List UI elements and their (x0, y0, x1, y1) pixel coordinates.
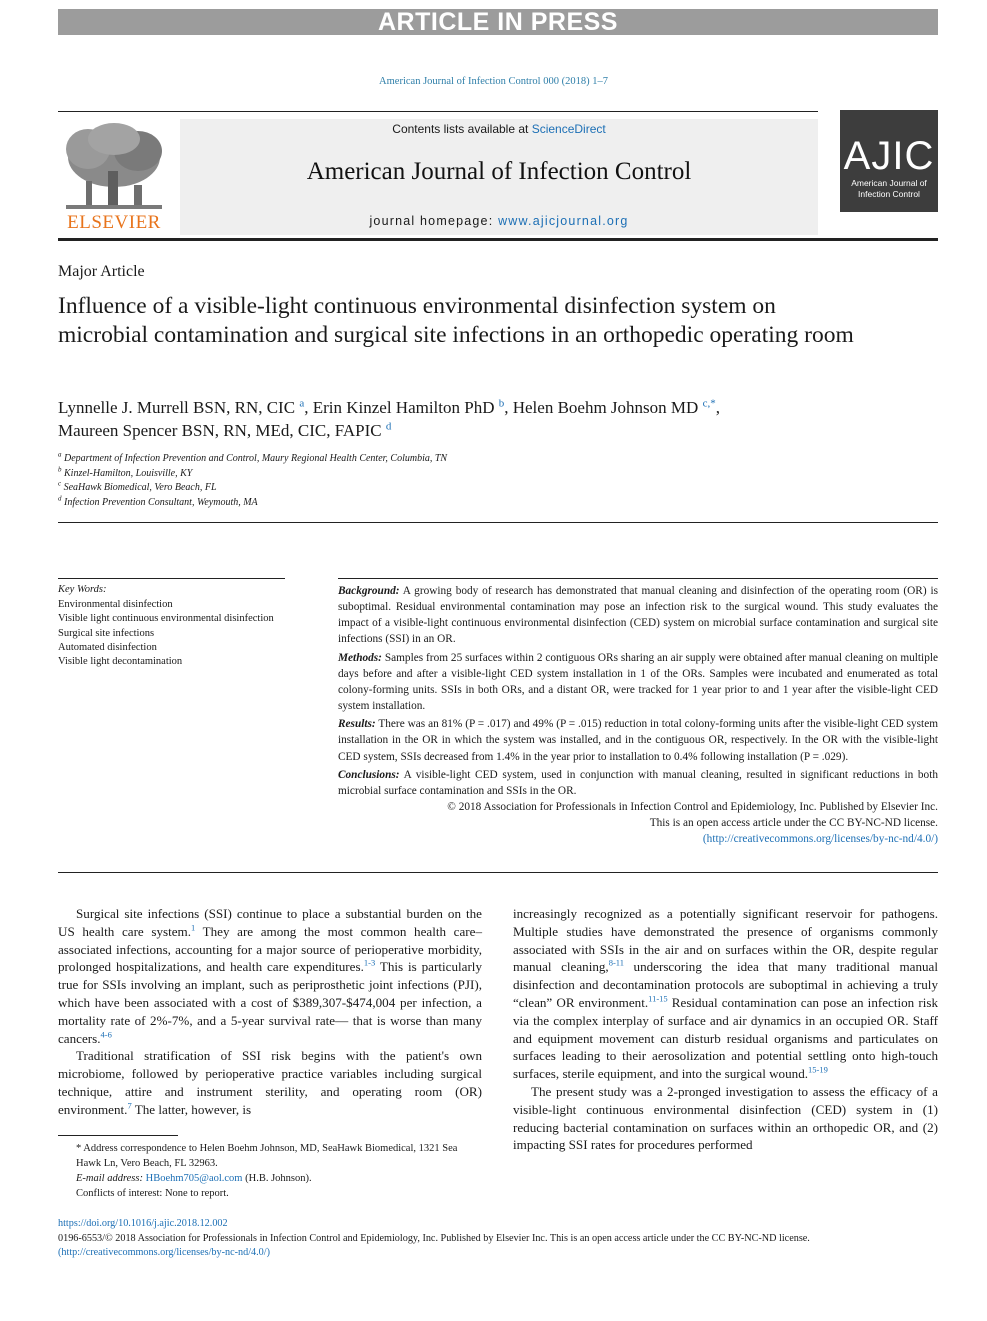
footnotes (58, 1141, 482, 1201)
affiliation-marker[interactable]: a (299, 397, 305, 410)
masthead-bottom-rule (58, 238, 938, 241)
article-section: Major Article (58, 263, 145, 280)
footer-license-link[interactable]: (http://creativecommons.org/licenses/by-nc-nd/4.0/) (58, 1247, 270, 1258)
reference-link[interactable]: 1 (191, 922, 196, 933)
body-column-left (58, 905, 482, 1119)
abstract (338, 578, 938, 848)
body-column-right (513, 905, 938, 1154)
email-note: E-mail address: HBoehm705@aol.com (H.B. Johnson). (76, 1173, 312, 1184)
ajic-subtitle: American Journal of Infection Control (851, 178, 927, 199)
sciencedirect-link[interactable]: ScienceDirect (531, 122, 606, 136)
keywords-box (58, 578, 285, 669)
reference-link[interactable]: 4-6 (100, 1029, 112, 1040)
journal-citation: American Journal of Infection Control 000 (2018) 1–7 (379, 76, 608, 87)
keywords-rule (58, 578, 285, 579)
contents-prefix: Contents lists available at (392, 122, 532, 136)
license-link[interactable]: (http://creativecommons.org/licenses/by-nc-nd/4.0/) (702, 833, 938, 846)
elsevier-wordmark: ELSEVIER (67, 212, 161, 233)
body-paragraph: The present study was a 2-pronged investigation to assess the efficacy of a visible-light continuous environmental disinfection (CED) system in (1) reducing bacterial contamination on surfaces within an orthopedic OR, and (2) impacting SSI rates for procedures performed (513, 1083, 938, 1153)
abstract-methods: Methods: Samples from 25 surfaces within 2 contiguous ORs sharing an air supply were obtained after manual cleaning on multiple days before and after a visible-light CED system installation in 1 of the ORs. Samples were incubated and enumerated as total colony-forming units. SSIs in both ORs, and a distant OR, were tracked for 1 year prior to and 1 year after the visible-light CED system installation. (338, 651, 938, 713)
keywords-heading: Key Words: (58, 584, 107, 595)
affiliation-item: $^a$ Department of Infection Prevention and Control, Maury Regional Health Center, Columbia, TN (58, 450, 448, 464)
rights-statement: 0196-6553/© 2018 Association for Professionals in Infection Control and Epidemiology, Inc. Published by Elsevier Inc. This is an open access article under the CC BY-NC-ND license. (58, 1232, 810, 1244)
affiliations (58, 452, 447, 510)
reference-link[interactable]: 1-3 (363, 958, 376, 969)
keyword-item: Surgical site infections (58, 627, 155, 639)
affiliation-marker[interactable]: d (385, 420, 392, 433)
author-name: Helen Boehm Johnson MD (512, 398, 699, 417)
head-divider (58, 522, 938, 523)
body-paragraph: Traditional stratification of SSI risk begins with the patient's own microbiome, followed by perioperative practice variables including surgical technique, attire and instrument sterility, and operating room (OR) environment.$^7$ The latter, however, is (58, 1048, 482, 1117)
abstract-copyright: © 2018 Association for Professionals in Infection Control and Epidemiology, Inc. Published by Elsevier Inc. This is an open access article under the CC BY-NC-ND license. (http://creativecommons.org/licenses/by-nc-nd/4.0/) (447, 801, 938, 846)
ajic-mark: AJIC (843, 134, 935, 178)
affiliation-item: $^d$ Infection Prevention Consultant, Weymouth, MA (58, 494, 258, 508)
body-paragraph: Surgical site infections (SSI) continue to place a substantial burden on the US health care system.$^1$ They are among the most common health care–associated infections, accounting for a major source of perioperative morbidity, prolonged hospitalizations, and health care expenditures.$^{1-3}$ This is particularly true for SSIs involving an implant, such as periprosthetic joint infections (PJI), which have been associated with a cost of $389,307-$474,004 per infection, a mortality rate of 2%-7%, and a 5-year survival rate— that is worse than many cancers.$^{4-6}$ (58, 906, 483, 1046)
journal-title: American Journal of Infection Control (306, 158, 692, 185)
affiliation-item: $^b$ Kinzel-Hamilton, Louisville, KY (58, 465, 193, 479)
article-title: Influence of a visible-light continuous environmental disinfection system on microbial contamination and surgical site infections in an orthopedic operating room (58, 293, 854, 348)
contents-line (180, 122, 818, 136)
conflicts-note: Conflicts of interest: None to report. (76, 1188, 229, 1199)
journal-homepage (180, 214, 818, 228)
keywords-list (58, 598, 285, 669)
body-paragraph: increasingly recognized as a potentially significant reservoir for pathogens. Multiple studies have demonstrated the presence of organisms commonly associated with SSIs in the air and on surfaces within the OR, despite regular manual cleaning,$^{8-11}$ underscoring the idea that many traditional manual disinfection and decontamination protocols are suboptimal in achieving a truly “clean” OR environment.$^{11-15}$ Residual contamination can pose an infection risk via the complex interplay of surface and air dynamics in an occupied OR. Staff and equipment movement can disturb residual organisms and particulates on surfaces leading to their aerosolization and potential settling onto high-touch surfaces, sterile equipment, and into the surgical wound.$^{15-19}$ (513, 906, 938, 1082)
correspondence-note: * Address correspondence to Helen Boehm Johnson, MD, SeaHawk Biomedical, 1321 Sea Hawk Ln, Vero Beach, FL 32963. (76, 1143, 458, 1169)
masthead-top-rule (58, 111, 818, 112)
author-list: Lynnelle J. Murrell BSN, RN, CIC $^a$, Erin Kinzel Hamilton PhD $^b$, Helen Boehm Johnson MD $^{c,*}$, Maureen Spencer BSN, RN, MEd, CIC, FAPIC $^d$ (58, 397, 720, 440)
keyword-item: Visible light continuous environmental disinfection (58, 613, 274, 625)
abstract-rule (338, 578, 938, 579)
abstract-results: Results: There was an 81% (P = .017) and 49% (P = .015) reduction in total colony-forming units after the visible-light CED system installation in the OR in which the system was installed, and in the contiguous OR, respectively. In the OR with the visible-light CED system, SSIs decreased from 1.4% in the year prior to installation to 0.4% following installation (P = .029). (338, 718, 938, 763)
author-name: Erin Kinzel Hamilton PhD (312, 398, 495, 417)
doi-link[interactable]: https://doi.org/10.1016/j.ajic.2018.12.002 (58, 1218, 228, 1229)
affiliation-item: $^c$ SeaHawk Biomedical, Vero Beach, FL (58, 479, 217, 494)
footnote-rule (58, 1135, 178, 1136)
author-name: Maureen Spencer BSN, RN, MEd, CIC, FAPIC (58, 421, 382, 440)
abstract-bottom-rule (58, 872, 938, 873)
abstract-background: Background: A growing body of research has demonstrated that manual cleaning and disinfection of the operating room (OR) is suboptimal. Residual environmental contamination may pose an infection risk to the surgical wound. This study evaluates the impact of a visible-light continuous environmental disinfection (CED) system on microbial surface contamination and surgical site infections (SSI) in an OR. (338, 585, 938, 646)
page-footer (58, 1217, 938, 1261)
homepage-link[interactable]: www.ajicjournal.org (498, 214, 629, 228)
article-in-press-banner: ARTICLE IN PRESS (58, 9, 938, 35)
author-name: Lynnelle J. Murrell BSN, RN, CIC (58, 398, 296, 417)
ajic-logo (840, 110, 938, 212)
email-link[interactable]: HBoehm705@aol.com (145, 1173, 243, 1184)
reference-link[interactable]: 8-11 (608, 958, 624, 969)
keyword-item: Environmental disinfection (58, 599, 173, 610)
affiliation-marker[interactable]: b (498, 397, 505, 410)
keyword-item: Visible light decontamination (58, 656, 183, 668)
reference-link[interactable]: 7 (127, 1100, 132, 1111)
affiliation-marker[interactable]: c,* (702, 397, 716, 410)
abstract-conclusions: Conclusions: A visible-light CED system, used in conjunction with manual cleaning, resulted in significant reductions in both microbial surface contamination and SSIs in the OR. (338, 768, 938, 797)
reference-link[interactable]: 11-15 (648, 993, 668, 1004)
homepage-prefix: journal homepage: (369, 214, 499, 228)
keyword-item: Automated disinfection (58, 641, 157, 653)
reference-link[interactable]: 15-19 (808, 1064, 828, 1075)
